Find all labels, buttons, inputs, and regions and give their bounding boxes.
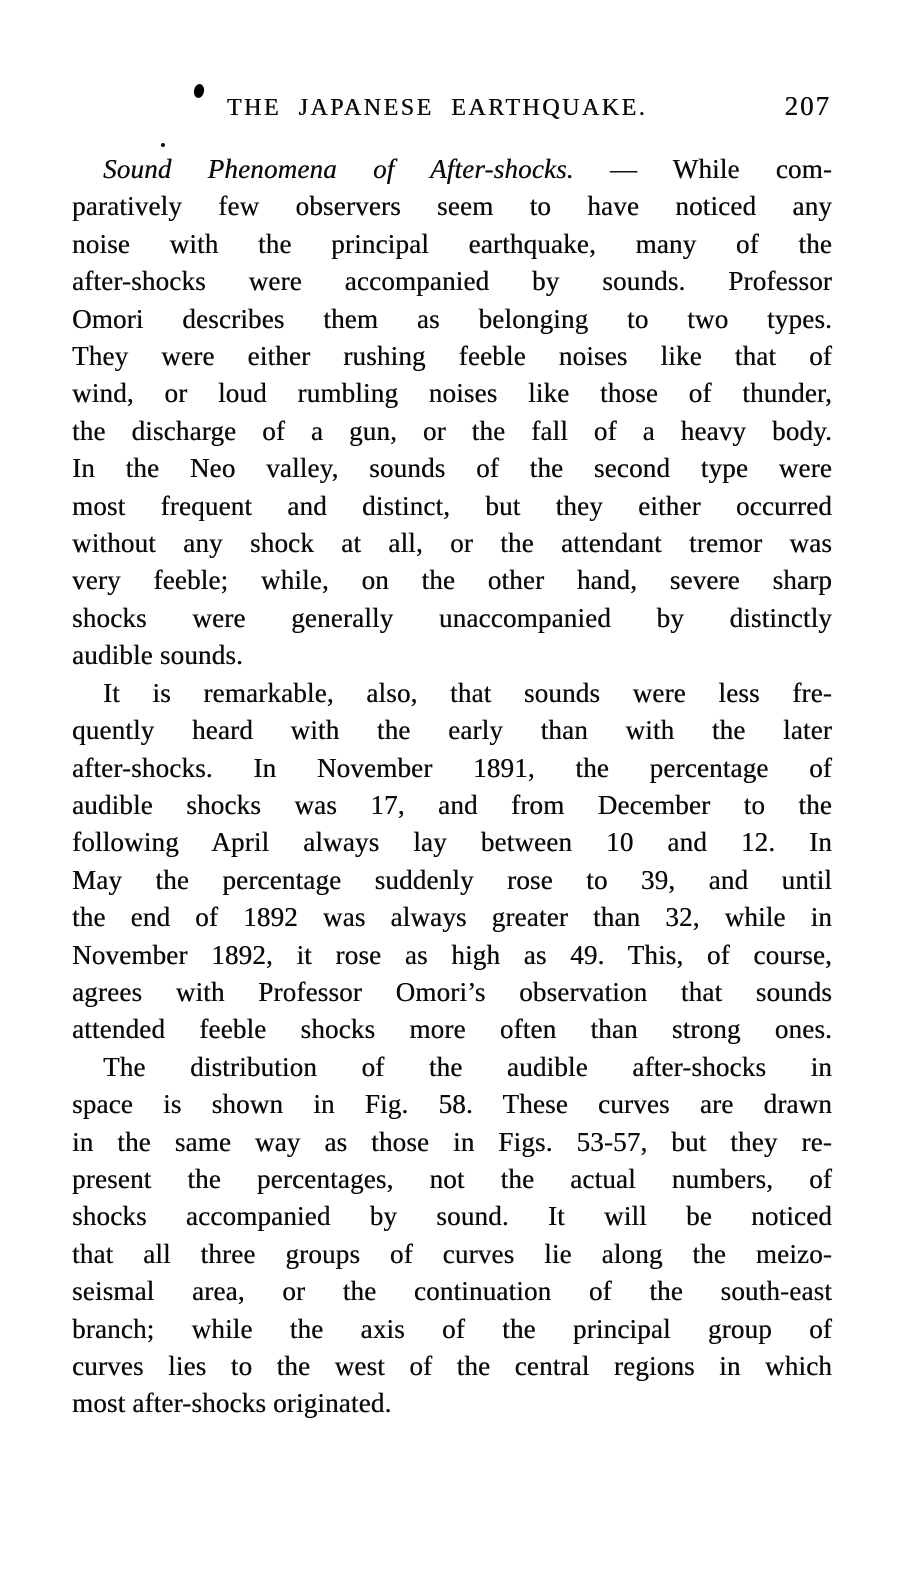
text-line-rest: — While com- xyxy=(573,154,833,184)
text-line: in the same way as those in Figs. 53-57, but they re- xyxy=(72,1126,832,1157)
speck-artifact xyxy=(161,143,165,147)
text-line: It is remarkable, also, that sounds were less fre- xyxy=(103,677,832,708)
text-line: space is shown in Fig. 58. These curves are drawn xyxy=(72,1089,832,1120)
text-line: shocks accompanied by sound. It will be noticed xyxy=(72,1201,832,1232)
text-line: noise with the principal earthquake, many of the xyxy=(72,228,832,259)
text-line: paratively few observers seem to have noticed any xyxy=(72,191,832,222)
text-line: after-shocks. In November 1891, the percentage of xyxy=(72,752,832,783)
text-line: quently heard with the early than with the later xyxy=(72,715,832,746)
text-line: the discharge of a gun, or the fall of a heavy body. xyxy=(72,415,832,446)
text-line: They were either rushing feeble noises like that of xyxy=(72,341,832,372)
text-line: without any shock at all, or the attendant tremor was xyxy=(72,528,832,559)
page-number: 207 xyxy=(784,91,831,121)
text-line: Omori describes them as belonging to two types. xyxy=(72,303,832,334)
text-line: following April always lay between 10 and 12. In xyxy=(72,827,832,858)
text-line: seismal area, or the continuation of the south-east xyxy=(72,1276,832,1307)
text-line xyxy=(72,151,832,188)
text-line: branch; while the axis of the principal group of xyxy=(72,1313,832,1344)
text-line: wind, or loud rumbling noises like those of thunder, xyxy=(72,378,832,409)
text-line: audible sounds. xyxy=(72,640,243,671)
text-line: May the percentage suddenly rose to 39, and until xyxy=(72,864,832,895)
text-line: curves lies to the west of the central regions in which xyxy=(72,1351,832,1381)
text-line: agrees with Professor Omori’s observation that sounds xyxy=(72,976,832,1007)
page-title: THE JAPANESE EARTHQUAKE. xyxy=(226,95,648,121)
text-line: In the Neo valley, sounds of the second type were xyxy=(72,453,832,484)
text-line: present the percentages, not the actual numbers, of xyxy=(72,1163,832,1194)
text-line: that all three groups of curves lie along the meizo- xyxy=(72,1238,832,1269)
text-line: attended feeble shocks more often than strong ones. xyxy=(72,1014,832,1045)
text-line: November 1892, it rose as high as 49. This, of course, xyxy=(72,939,832,970)
page-body-text xyxy=(72,151,832,1423)
text-line: audible shocks was 17, and from December to the xyxy=(72,789,832,820)
text-line: The distribution of the audible after-shocks in xyxy=(103,1051,832,1082)
text-line: shocks were generally unaccompanied by distinctly xyxy=(72,602,832,633)
running-header xyxy=(0,92,900,126)
text-line: most frequent and distinct, but they either occurred xyxy=(72,490,832,521)
text-line: the end of 1892 was always greater than 32, while in xyxy=(72,902,832,933)
text-line: very feeble; while, on the other hand, severe sharp xyxy=(72,565,832,596)
italic-lead: Sound Phenomena of After-shocks. xyxy=(103,154,574,184)
text-line: most after-shocks originated. xyxy=(72,1388,392,1419)
text-line: after-shocks were accompanied by sounds. Professor xyxy=(72,266,832,297)
